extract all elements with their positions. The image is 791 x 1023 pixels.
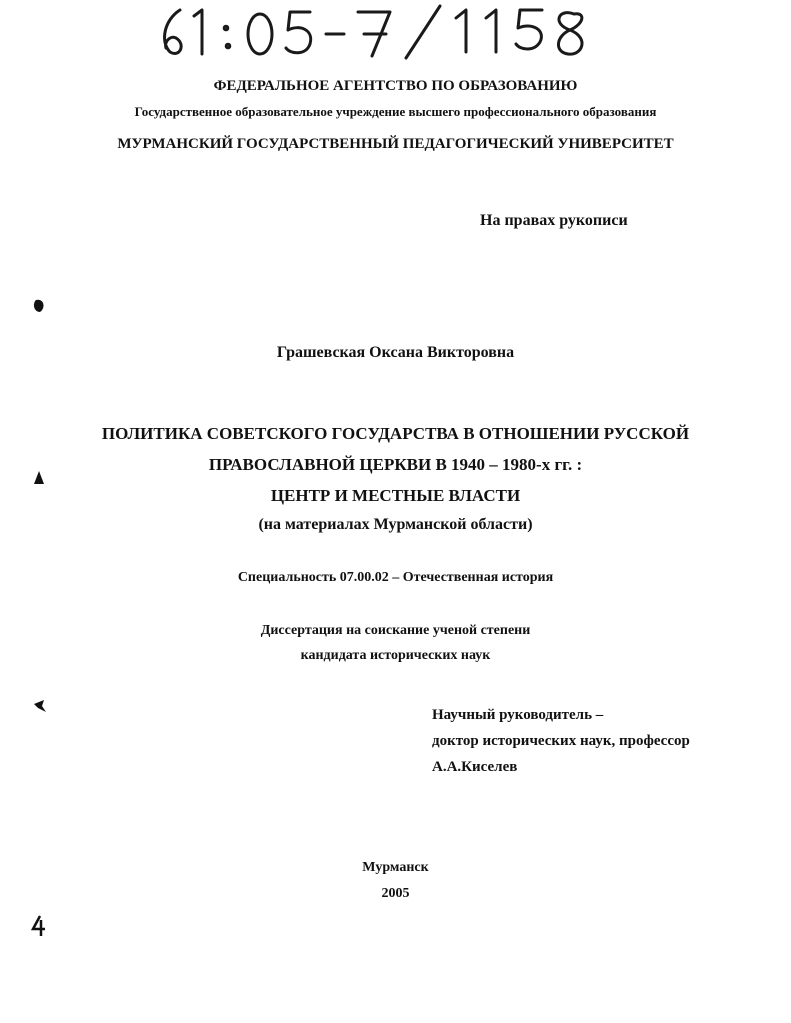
year: 2005 — [381, 886, 410, 901]
dissertation-line-1: Диссертация на соискание ученой степени — [260, 623, 531, 638]
scan-mark-1 — [30, 298, 50, 314]
dissertation-line-2: кандидата исторических наук — [300, 648, 491, 663]
scan-mark-2 — [30, 470, 50, 486]
scan-mark-3 — [30, 698, 50, 714]
title-subtitle: (на материалах Мурманской области) — [258, 516, 533, 533]
advisor-role: Научный руководитель – — [432, 707, 604, 723]
advisor-name: А.А.Киселев — [432, 759, 518, 775]
agency-name: ФЕДЕРАЛЬНОЕ АГЕНТСТВО ПО ОБРАЗОВАНИЮ — [213, 78, 578, 94]
specialty: Специальность 07.00.02 – Отечественная история — [237, 570, 554, 585]
handwritten-archive-number — [150, 2, 600, 60]
manuscript-rights-note: На правах рукописи — [480, 212, 628, 229]
university-name: МУРМАНСКИЙ ГОСУДАРСТВЕННЫЙ ПЕДАГОГИЧЕСКИЙ УНИВЕРСИТЕТ — [117, 136, 674, 152]
author-name: Грашевская Оксана Викторовна — [276, 344, 515, 361]
title-line-2: ПРАВОСЛАВНОЙ ЦЕРКВИ В 1940 – 1980-х гг. : — [208, 455, 583, 474]
city: Мурманск — [362, 860, 429, 875]
scan-mark-4 — [30, 914, 50, 938]
advisor-degree: доктор исторических наук, профессор — [432, 733, 690, 749]
title-line-3: ЦЕНТР И МЕСТНЫЕ ВЛАСТИ — [270, 486, 521, 505]
institution-type: Государственное образовательное учреждение высшего профессионального образования — [134, 104, 657, 119]
title-line-1: ПОЛИТИКА СОВЕТСКОГО ГОСУДАРСТВА В ОТНОШЕНИИ РУССКОЙ — [101, 424, 690, 443]
